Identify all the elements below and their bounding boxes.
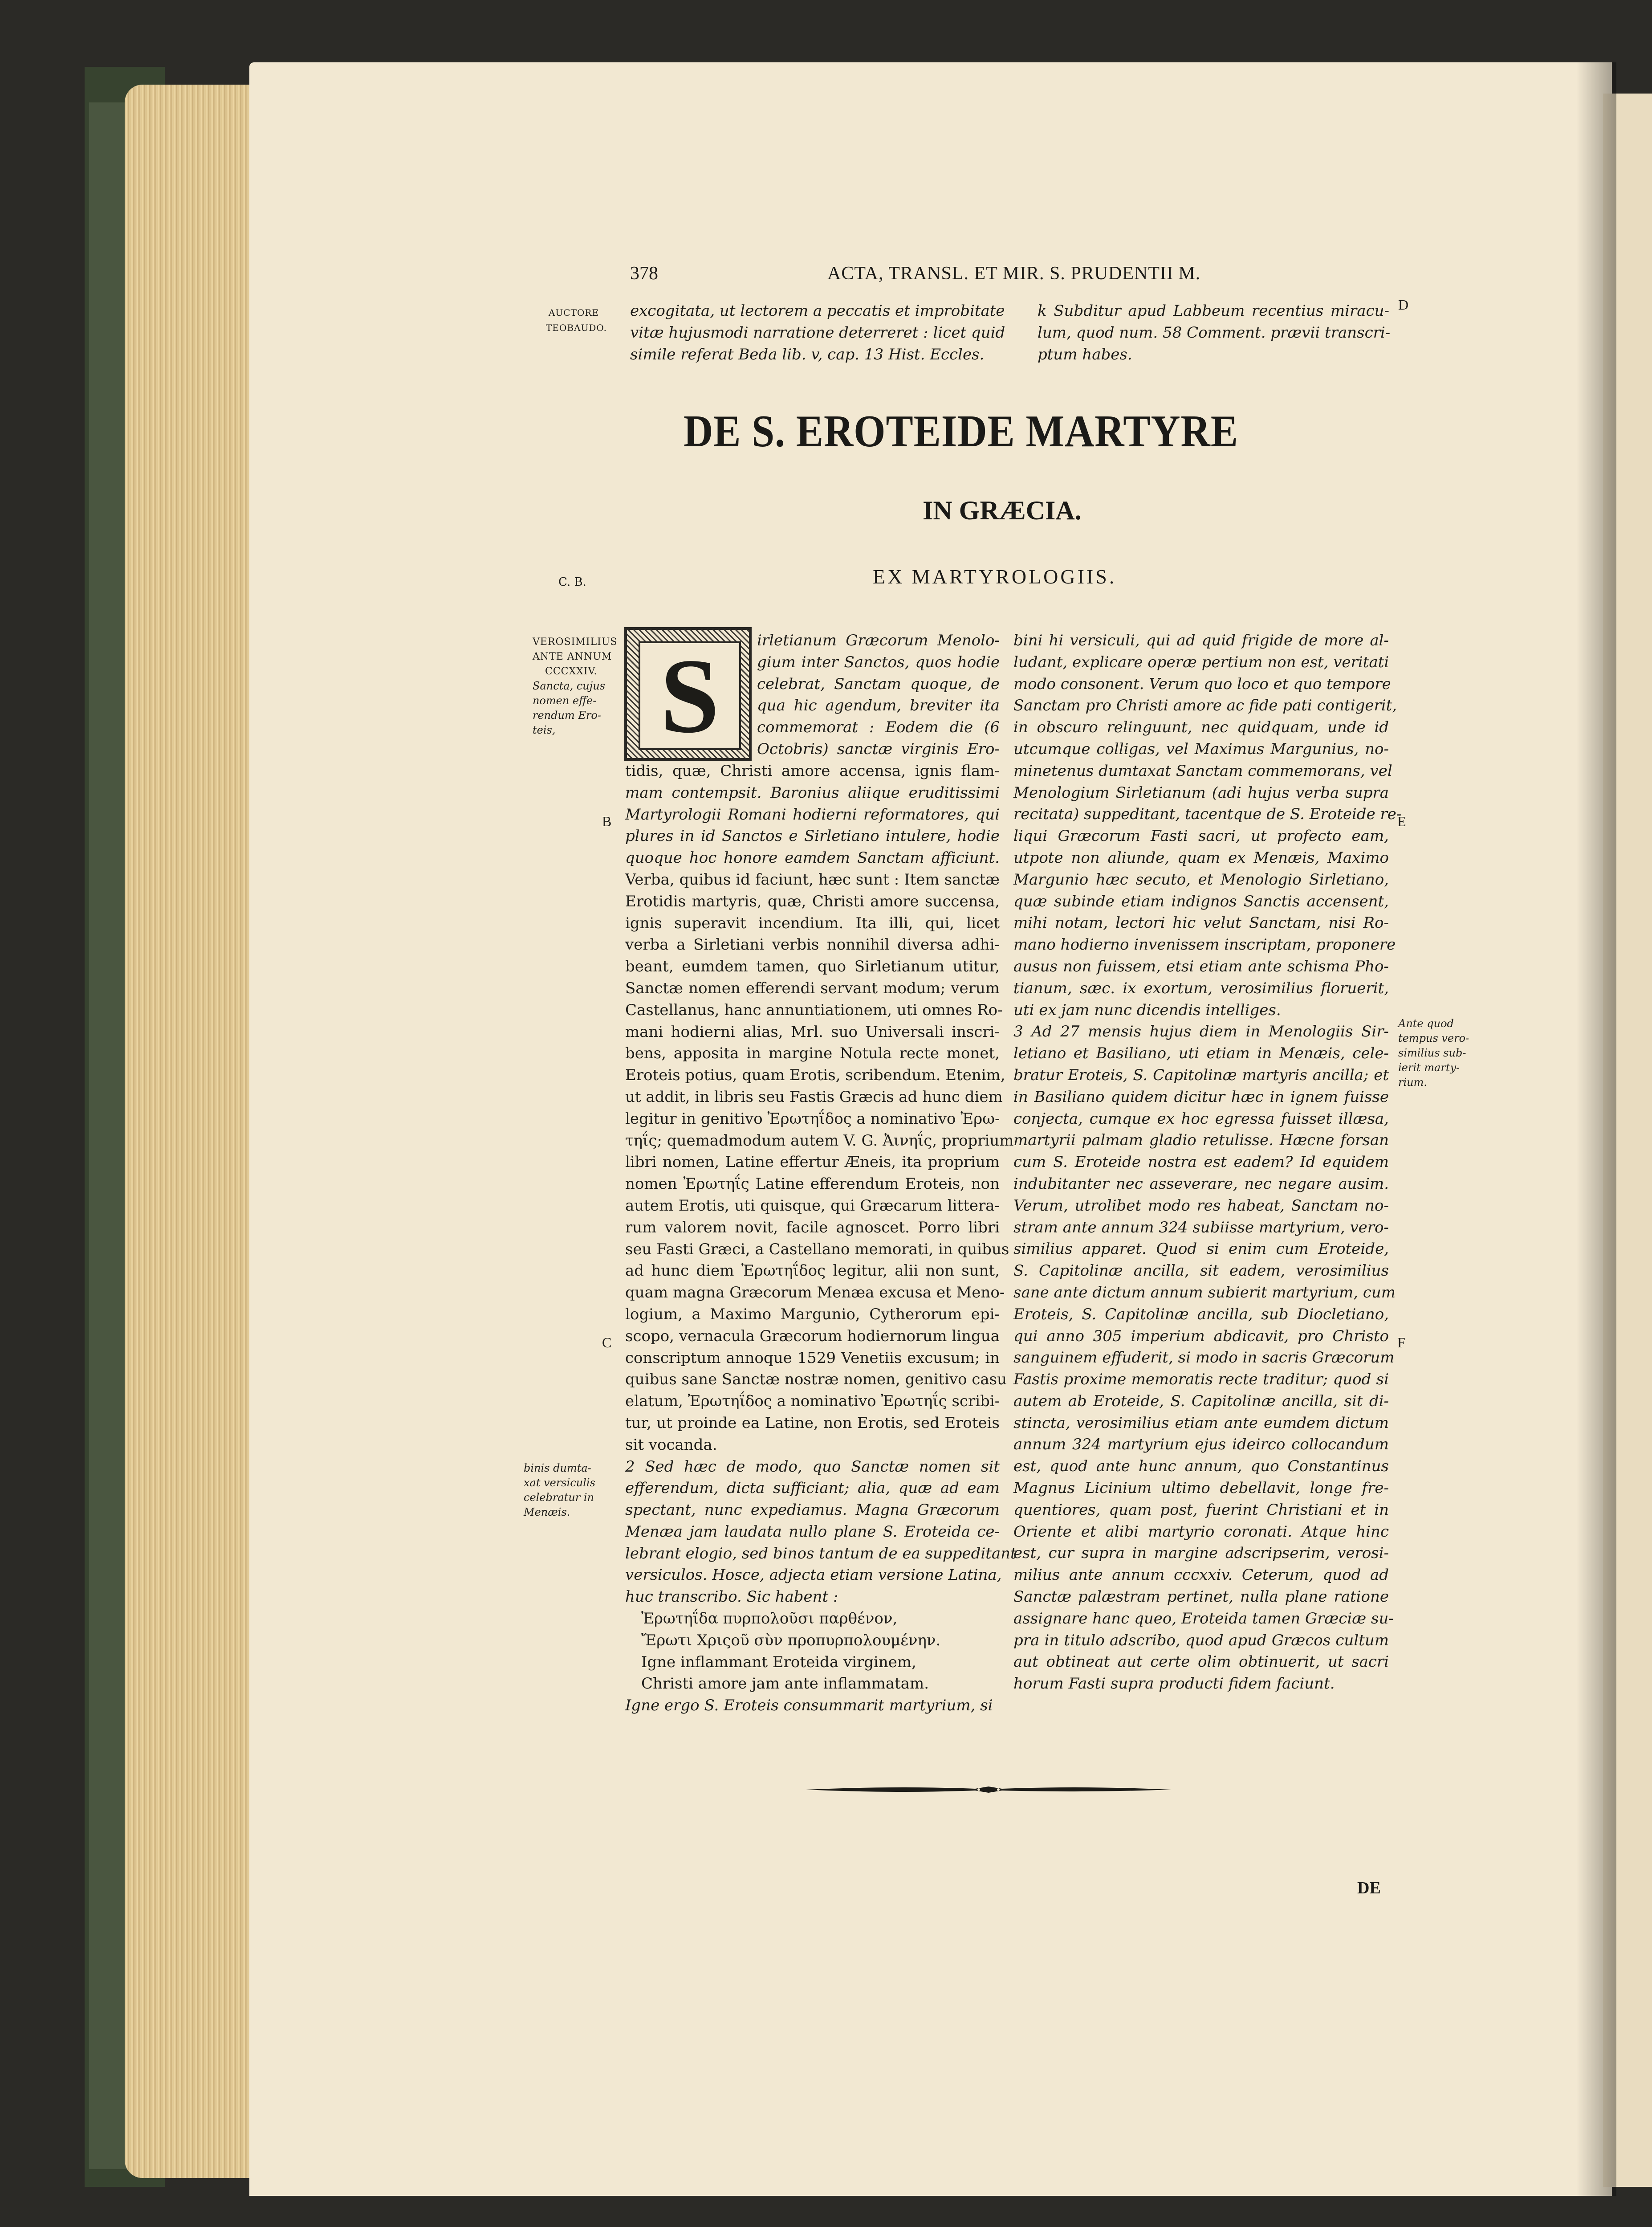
text-line: mam contempsit. Baronius aliique eruditissimi	[625, 783, 1000, 802]
text-line: vitæ hujusmodi narratione deterreret : licet quid	[630, 323, 1005, 342]
text-line: bens, apposita in margine Notula recte monet,	[625, 1044, 1000, 1063]
margin-line: binis dumta-	[524, 1462, 591, 1474]
page-number: 378	[630, 263, 658, 284]
text-line: sane ante dictum annum subierit martyrium, cum	[1013, 1283, 1396, 1301]
text-line: uti ex jam nunc dicendis intelliges.	[1013, 1001, 1281, 1019]
text-line: Menæa jam laudata nullo plane S. Eroteida ce-	[625, 1522, 1000, 1541]
text-line: assignare hanc queo, Eroteida tamen Græciæ su-	[1013, 1609, 1394, 1627]
margin-line: VEROSIMILIUS	[533, 636, 618, 648]
text-line: irletianum Græcorum Menolo-	[757, 632, 1000, 649]
text-line: conjecta, cumque ex hoc egressa fuisset illæsa,	[1013, 1109, 1389, 1128]
left-column-text	[625, 760, 1017, 1717]
text-line: Igne ergo S. Eroteis consummarit martyrium, si	[625, 1697, 993, 1715]
text-line: milius ante annum cccxxiv. Ceterum, quod ad	[1013, 1566, 1389, 1584]
text-line: est, quod ante hunc annum, quo Constantinus	[1013, 1457, 1389, 1476]
running-title: ACTA, TRANSL. ET MIR. S. PRUDENTII M.	[827, 263, 1201, 284]
top-right-text	[1038, 300, 1389, 365]
text-line: bini hi versiculi, qui ad quid frigide de more al-	[1013, 632, 1389, 649]
text-line: minetenus dumtaxat Sanctam commemorans, vel	[1013, 762, 1392, 780]
text-line: scopo, vernacula Græcorum hodiernorum lingua	[625, 1327, 1000, 1345]
text-line: commemorat : Eodem die (6	[757, 718, 1000, 737]
text-line: recitata) suppeditant, tacentque de S. Eroteide re-	[1013, 805, 1402, 824]
text-line: logium, a Maximo Margunio, Cytherorum epi-	[625, 1305, 1000, 1323]
margin-cb: C. B.	[558, 575, 586, 589]
text-line: quæ subinde etiam indignos Sanctis accensent,	[1013, 892, 1389, 910]
margin-line: teis,	[533, 724, 556, 736]
margin-line: rendum Ero-	[533, 709, 601, 722]
text-line: Verum, utrolibet modo res habeat, Sanctam no-	[1013, 1196, 1389, 1215]
text-line: quam magna Græcorum Menæa excusa et Meno-	[625, 1284, 1005, 1302]
text-line: Magnus Licinium ultimo debellavit, longe fre-	[1013, 1479, 1389, 1497]
margin-line: similius sub-	[1398, 1047, 1466, 1059]
section-marker-e: E	[1397, 813, 1406, 829]
text-line: k Subditur apud Labbeum recentius miracu-	[1038, 302, 1389, 320]
text-line: ad hunc diem Ἐρωτηΐδος legitur, alii non sunt,	[625, 1262, 1000, 1280]
margin-line: Sancta, cujus	[533, 680, 605, 692]
ornamental-rule	[806, 1783, 1171, 1796]
text-line: quoque hoc honore eamdem Sanctam afficiunt.	[625, 849, 1000, 867]
text-line: Ἐρωτηΐδα πυρπολοῦσι παρθένον,	[641, 1610, 898, 1628]
margin-line: Menæis.	[524, 1506, 570, 1518]
text-line: legitur in genitivo Ἐρωτηΐδος a nominativo Ἐρω-	[625, 1109, 1000, 1128]
text-line: Castellanus, hanc annuntiationem, uti omnes Ro-	[625, 1001, 1003, 1019]
text-line: gium inter Sanctos, quos hodie	[757, 653, 1000, 671]
article-title: DE S. EROTEIDE MARTYRE	[684, 406, 1238, 457]
drop-cap-ornament	[624, 627, 752, 761]
text-line: stincta, verosimilius etiam ante eumdem dictum	[1013, 1414, 1389, 1432]
text-line: libri nomen, Latine effertur Æneis, ita proprium	[625, 1153, 1000, 1171]
text-line: autem ab Eroteide, S. Capitolinæ ancilla, sit di-	[1013, 1392, 1389, 1410]
text-line: Octobris) sanctæ virginis Ero-	[757, 740, 1000, 758]
text-line: seu Fasti Græci, a Castellano memorati, in quibus	[625, 1240, 1009, 1258]
text-line: Margunio hæc secuto, et Menologio Sirletiano,	[1013, 870, 1389, 889]
text-line: mani hodierni alias, Mrl. suo Universali inscri-	[625, 1023, 1000, 1041]
text-line: pra in titulo adscribo, quod apud Græcos cultum	[1013, 1631, 1389, 1649]
margin-note-verosimilius	[533, 635, 622, 738]
article-subtitle: IN GRÆCIA.	[923, 496, 1082, 525]
text-line: in Basiliano quidem dicitur hæc in ignem fuisse	[1013, 1088, 1389, 1106]
margin-line: tempus vero-	[1398, 1032, 1469, 1044]
text-line: sanguinem effuderit, si modo in sacris Græcorum	[1013, 1349, 1395, 1367]
article-subtitle-2: EX MARTYROLOGIIS.	[873, 565, 1117, 588]
text-line: qui anno 305 imperium abdicavit, pro Christo	[1013, 1327, 1389, 1345]
text-line: ut addit, in libris seu Fastis Græcis ad hunc diem	[625, 1088, 1003, 1106]
text-line: lebrant elogio, sed binos tantum de ea suppeditant	[625, 1544, 1017, 1562]
text-line: 3 Ad 27 mensis hujus diem in Menologiis Sir-	[1013, 1023, 1389, 1041]
text-line: mihi notam, lectori hic velut Sanctam, nisi Ro-	[1013, 914, 1389, 932]
margin-line: ANTE ANNUM	[533, 651, 612, 662]
text-line: ausus non fuissem, etsi etiam ante schisma Pho-	[1013, 957, 1389, 975]
text-line: Verba, quibus id faciunt, hæc sunt : Item sanctæ	[625, 870, 1000, 889]
right-column-text	[1013, 630, 1402, 1695]
margin-line: Ante quod	[1398, 1017, 1454, 1030]
text-line: quentiores, quam post, fuerint Christiani et in	[1013, 1501, 1389, 1519]
text-line: elatum, Ἐρωτηΐδος a nominativo Ἐρωτηΐς scribi-	[625, 1392, 1000, 1411]
text-line: Sanctæ palæstram pertinet, nulla plane ratione	[1013, 1588, 1389, 1606]
margin-line: celebratur in	[524, 1491, 594, 1504]
text-line: Martyrologii Romani hodierni reformatores, qui	[625, 805, 1000, 824]
text-line: similius apparet. Quod si enim cum Eroteide,	[1013, 1240, 1389, 1258]
margin-author-line2: TEOBAUDO.	[546, 322, 607, 333]
text-line: Sanctam pro Christi amore ac fide pati contigerit,	[1013, 697, 1397, 715]
page-gutter-shadow	[1576, 62, 1616, 2196]
text-line: in obscuro relinguunt, nec quidquam, unde id	[1013, 718, 1389, 737]
left-column-dropcap-text	[757, 630, 1000, 760]
text-line: mano hodierno invenissem inscriptam, proponere	[1013, 936, 1396, 954]
margin-line: ierit marty-	[1398, 1061, 1460, 1074]
margin-line: CCCXXIV.	[545, 666, 598, 677]
text-line: Fastis proxime memoratis recte traditur; quod si	[1013, 1370, 1389, 1389]
section-marker-d: D	[1398, 297, 1409, 313]
text-line: bratur Eroteis, S. Capitolinæ martyris ancilla; et	[1013, 1066, 1389, 1084]
text-line: ptum habes.	[1038, 345, 1132, 363]
text-line: conscriptum annoque 1529 Venetiis excusum; in	[625, 1349, 1000, 1367]
margin-line: xat versiculis	[524, 1477, 595, 1489]
text-line: cum S. Eroteide nostra est eadem? Id equidem	[1013, 1153, 1389, 1171]
text-line: S. Capitolinæ ancilla, sit eadem, verosimilius	[1013, 1262, 1389, 1280]
section-marker-b: B	[602, 813, 612, 829]
margin-note-binis	[524, 1461, 617, 1520]
text-line: tur, ut proinde ea Latine, non Erotis, sed Eroteis	[625, 1414, 1000, 1432]
catchword: DE	[1357, 1879, 1381, 1897]
text-line: huc transcribo. Sic habent :	[625, 1588, 838, 1606]
text-line: ludant, explicare operæ pertium non est, veritati	[1013, 653, 1389, 671]
text-line: est, cur supra in margine adscripserim, verosi-	[1013, 1544, 1389, 1562]
text-line: Christi amore jam ante inflammatam.	[641, 1675, 929, 1693]
text-line: Erotidis martyris, quæ, Christi amore succensa,	[625, 892, 1000, 910]
text-line: annum 324 martyrium ejus ideirco collocandum	[1013, 1436, 1389, 1454]
text-line: liqui Græcorum Fasti sacri, ut profecto eam,	[1013, 827, 1389, 845]
text-line: rum valorem novit, facile agnoscet. Porro libri	[625, 1218, 1000, 1236]
text-line: stram ante annum 324 subiisse martyrium, vero-	[1013, 1218, 1389, 1236]
margin-author-line1: AUCTORE	[549, 307, 599, 318]
margin-line: rium.	[1398, 1076, 1427, 1089]
text-line: Sanctæ nomen efferendi servant modum; verum	[625, 979, 1000, 997]
drop-cap-letter: S	[639, 641, 741, 750]
text-line: Eroteis, S. Capitolinæ ancilla, sub Diocletiano,	[1013, 1305, 1389, 1323]
text-line: horum Fasti supra producti fidem faciunt.	[1013, 1675, 1335, 1693]
text-line: nomen Ἐρωτηΐς Latine efferendum Eroteis, non	[625, 1175, 1000, 1193]
text-line: excogitata, ut lectorem a peccatis et improbitate	[630, 302, 1005, 320]
text-line: Oriente et alibi martyrio coronati. Atque hinc	[1013, 1522, 1389, 1541]
text-line: 2 Sed hæc de modo, quo Sanctæ nomen sit	[625, 1457, 1000, 1476]
text-line: Menologium Sirletianum (adi hujus verba supra	[1013, 783, 1389, 802]
margin-line: nomen effe-	[533, 694, 597, 707]
text-line: lum, quod num. 58 Comment. prævii transcri-	[1038, 323, 1391, 342]
text-line: modo consonent. Verum quo loco et quo tempore	[1013, 675, 1391, 693]
section-marker-c: C	[602, 1334, 612, 1350]
text-line: verba a Sirletiani verbis nonnihil diversa adhi-	[625, 936, 1000, 954]
text-line: martyrii palmam gladio retulisse. Hæcne forsan	[1013, 1131, 1389, 1150]
text-line: quibus sane Sanctæ nostræ nomen, genitivo casu	[625, 1370, 1007, 1389]
text-line: ignis superavit incendium. Ita illi, qui, licet	[625, 914, 1000, 932]
text-line: aut obtineat aut certe olim obtinuerit, ut sacri	[1013, 1653, 1389, 1671]
text-line: utcumque colligas, vel Maximus Margunius, no-	[1013, 740, 1389, 758]
text-line: Igne inflammant Eroteida virginem,	[641, 1653, 916, 1671]
section-marker-f: F	[1397, 1334, 1405, 1350]
margin-note-ante-quod	[1398, 1016, 1496, 1090]
text-line: beant, eumdem tamen, quo Sirletianum utitur,	[625, 958, 1000, 976]
text-line: sit vocanda.	[625, 1436, 717, 1454]
text-line: utpote non aliunde, quam ex Menæis, Maximo	[1013, 848, 1389, 867]
text-line: letiano et Basiliano, uti etiam in Menæis, cele-	[1013, 1044, 1389, 1063]
text-line: spectant, nunc expediamus. Magna Græcorum	[625, 1501, 1000, 1519]
text-line: efferendum, dicta sufficiant; alia, quæ ad eam	[625, 1479, 1000, 1497]
text-line: tianum, sæc. ix exortum, verosimilius floruerit,	[1013, 979, 1389, 997]
text-line: tidis, quæ, Christi amore accensa, ignis flam-	[625, 762, 1000, 780]
text-line: autem Erotis, uti quisque, qui Græcarum littera-	[625, 1196, 1000, 1215]
text-line: τηΐς; quemadmodum autem V. G. Ἀινηΐς, proprium	[625, 1131, 1014, 1150]
text-line: versiculos. Hosce, adjecta etiam versione Latina,	[625, 1566, 1002, 1584]
text-line: indubitanter nec asseverare, nec negare ausim.	[1013, 1175, 1389, 1193]
text-line: qua hic agendum, breviter ita	[757, 697, 1000, 715]
text-line: celebrat, Sanctam quoque, de	[757, 675, 1000, 693]
text-line: simile referat Beda lib. v, cap. 13 Hist. Eccles.	[630, 345, 985, 363]
text-line: Eroteis potius, quam Erotis, scribendum. Etenim,	[625, 1066, 1005, 1085]
text-line: plures in id Sanctos e Sirletiano intulere, hodie	[625, 827, 1000, 845]
text-line: Ἔρωτι Χριςοῦ σὺν προπυρπολουμένην.	[641, 1631, 941, 1649]
top-left-text	[630, 300, 1005, 365]
